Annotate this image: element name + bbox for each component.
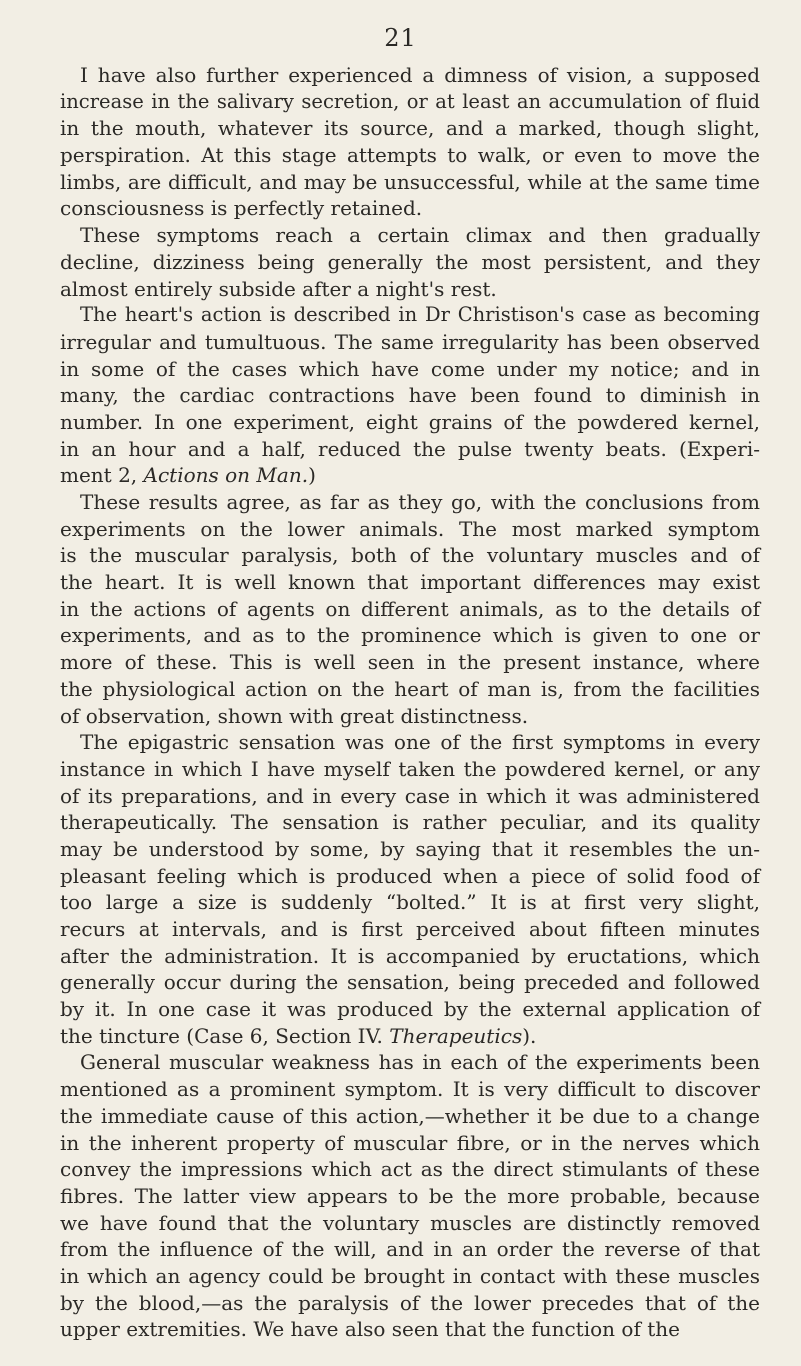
text-line: increase in the salivary secretion, or at least an accumulation of fluid bbox=[60, 89, 760, 113]
text-line: in the actions of agents on different animals, as to the details of bbox=[60, 596, 760, 621]
text-line: limbs, are difficult, and may be unsuccessful, while at the same time bbox=[60, 169, 760, 194]
text-line: the physiological action on the heart of man is, from the facilities bbox=[60, 676, 760, 701]
text-line: in some of the cases which have come under my notice; and in bbox=[60, 356, 760, 381]
text-line: in an hour and a half, reduced the pulse twenty beats. (Experi- bbox=[60, 436, 760, 461]
text-line: from the influence of the will, and in an order the reverse of that bbox=[60, 1237, 760, 1262]
text-line: of observation, shown with great distinctness. bbox=[60, 703, 529, 728]
text-line: experiments, and as to the prominence which is given to one or bbox=[60, 623, 760, 648]
text-line: generally occur during the sensation, being preceded and followed bbox=[60, 970, 760, 995]
text-line: experiments on the lower animals. The most marked symptom bbox=[60, 516, 760, 541]
text-line: almost entirely subside after a night's rest. bbox=[60, 276, 497, 301]
text-line: in which an agency could be brought in contact with these muscles bbox=[60, 1263, 760, 1288]
text-line: consciousness is perfectly retained. bbox=[60, 196, 423, 221]
text-line: These symptoms reach a certain climax and then gradually bbox=[80, 223, 760, 248]
italic-title: Therapeutics bbox=[389, 1023, 523, 1048]
text-line: the heart. It is well known that important differences may exist bbox=[60, 570, 760, 595]
text-line: The epigastric sensation was one of the first symptoms in every bbox=[80, 730, 760, 755]
text-line: in the mouth, whatever its source, and a marked, though slight, bbox=[60, 116, 760, 141]
paragraph bbox=[60, 302, 760, 489]
text-line: of its preparations, and in every case in which it was administered bbox=[60, 783, 760, 808]
text-line: the immediate cause of this action,—whether it be due to a change bbox=[60, 1103, 760, 1128]
text-line: mentioned as a prominent symptom. It is very difficult to discover bbox=[60, 1077, 760, 1102]
text-line: I have also further experienced a dimness of vision, a supposed bbox=[80, 63, 760, 87]
text-line: These results agree, as far as they go, with the conclusions from bbox=[80, 490, 760, 514]
text-line: upper extremities. We have also seen that the function of the bbox=[60, 1317, 680, 1342]
text-line: may be understood by some, by saying that it resembles the un- bbox=[60, 836, 760, 861]
text-line: pleasant feeling which is produced when a piece of solid food of bbox=[60, 863, 760, 888]
text-line: by it. In one case it was produced by the external application of bbox=[60, 997, 760, 1022]
text-line: more of these. This is well seen in the present instance, where bbox=[60, 650, 760, 675]
text-line: decline, dizziness being generally the most persistent, and they bbox=[60, 249, 760, 274]
italic-title: Actions on Man. bbox=[143, 463, 309, 488]
paragraph bbox=[60, 1049, 760, 1343]
text-line: by the blood,—as the paralysis of the lower precedes that of the bbox=[60, 1290, 760, 1315]
paragraph bbox=[60, 62, 760, 222]
body-text bbox=[60, 62, 760, 1343]
text-line: ment 2, Actions on Man.) bbox=[60, 463, 316, 488]
text-line: perspiration. At this stage attempts to walk, or even to move the bbox=[60, 143, 760, 168]
paragraph bbox=[60, 729, 760, 1049]
text-line: is the muscular paralysis, both of the voluntary muscles and of bbox=[60, 543, 760, 568]
text-line: too large a size is suddenly “bolted.” It is at first very slight, bbox=[60, 890, 760, 915]
text-line: fibres. The latter view appears to be the more probable, because bbox=[60, 1183, 760, 1208]
paragraph bbox=[60, 489, 760, 729]
text-line: we have found that the voluntary muscles are distinctly removed bbox=[60, 1210, 760, 1235]
text-line: General muscular weakness has in each of the experiments been bbox=[80, 1050, 760, 1075]
page-number: 21 bbox=[384, 24, 417, 52]
text-line: the tincture (Case 6, Section IV. Therapeutics). bbox=[60, 1023, 537, 1048]
text-line: recurs at intervals, and is first perceived about fifteen minutes bbox=[60, 917, 760, 941]
text-line: irregular and tumultuous. The same irregularity has been observed bbox=[60, 329, 760, 354]
text-line: in the inherent property of muscular fibre, or in the nerves which bbox=[60, 1130, 760, 1155]
text-line: therapeutically. The sensation is rather peculiar, and its quality bbox=[60, 810, 760, 835]
text-line: The heart's action is described in Dr Christison's case as becoming bbox=[80, 303, 760, 327]
text-line: number. In one experiment, eight grains of the powdered kernel, bbox=[60, 409, 760, 434]
text-line: after the administration. It is accompanied by eructations, which bbox=[60, 943, 760, 968]
paragraph bbox=[60, 222, 760, 302]
text-line: instance in which I have myself taken the powdered kernel, or any bbox=[60, 756, 760, 781]
text-line: convey the impressions which act as the direct stimulants of these bbox=[60, 1157, 760, 1182]
text-line: many, the cardiac contractions have been found to diminish in bbox=[60, 383, 760, 408]
